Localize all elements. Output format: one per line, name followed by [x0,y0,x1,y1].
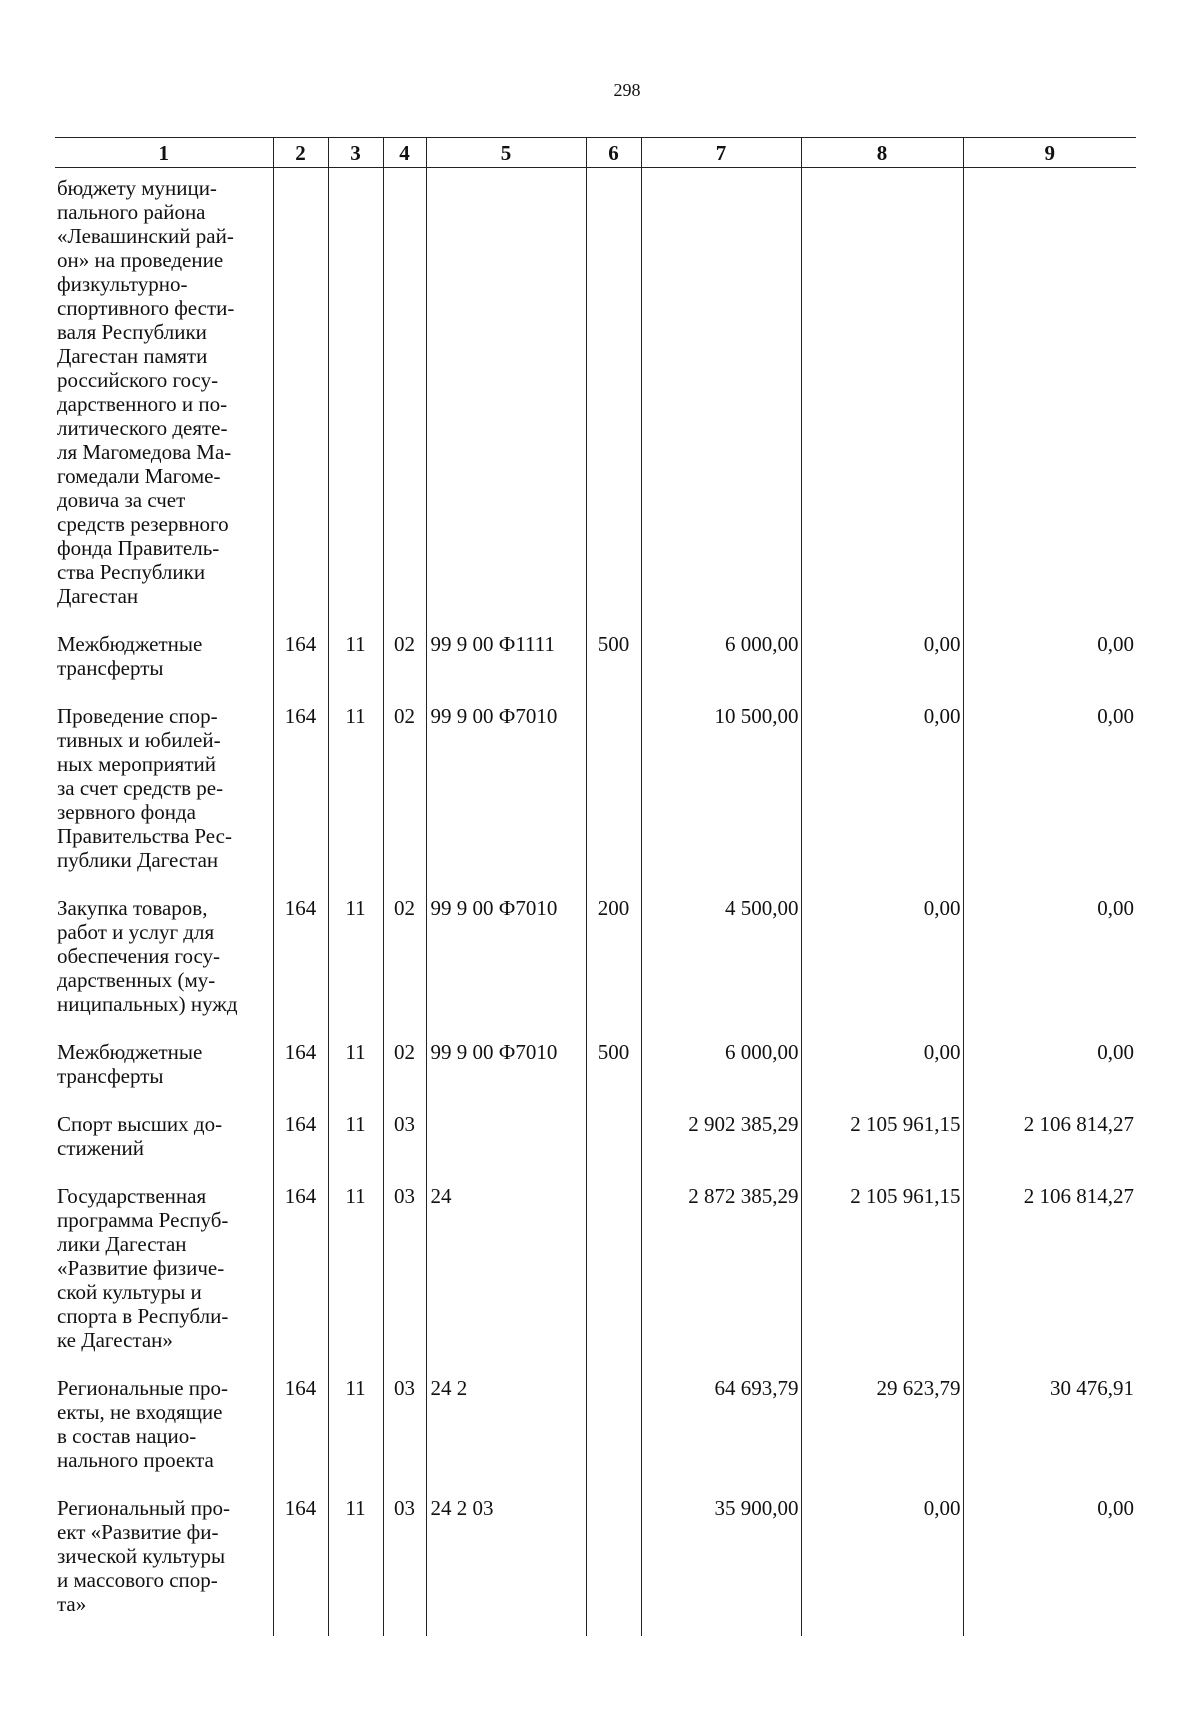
row-name: Региональный про- ект «Развитие фи- зической культуры и массового спор- та» [57,1496,230,1616]
cell-amount-1: 64 693,79 [641,1364,801,1484]
table-row [55,1028,1136,1100]
cell-amount-1 [641,168,801,621]
cell-amount-3: 0,00 [963,692,1136,884]
cell-csr: 99 9 00 Ф7010 [426,692,586,884]
header-cell: 9 [963,138,1136,168]
cell-amount-2: 2 105 961,15 [801,1100,963,1172]
cell-vr: 200 [586,884,641,1028]
cell-csr [426,168,586,621]
cell-pr: 03 [383,1172,426,1364]
cell-amount-3 [963,168,1136,621]
cell-amount-2: 0,00 [801,884,963,1028]
cell-pr: 02 [383,884,426,1028]
tail-cell [963,1628,1136,1636]
table-row [55,1172,1136,1364]
row-name: Региональные про- екты, не входящие в состав нацио- нального проекта [57,1376,229,1472]
cell-rz: 11 [328,1028,383,1100]
cell-vr [586,692,641,884]
cell-vr [586,168,641,621]
cell-csr: 99 9 00 Ф7010 [426,884,586,1028]
tail-cell [383,1628,426,1636]
budget-table [55,137,1136,1636]
row-name: Межбюджетные трансферты [57,632,203,680]
header-row [55,138,1136,168]
table-row [55,1100,1136,1172]
cell-rz [328,168,383,621]
cell-gr: 164 [273,884,328,1028]
cell-amount-2 [801,168,963,621]
cell-amount-1: 4 500,00 [641,884,801,1028]
cell-pr: 02 [383,620,426,692]
cell-pr: 03 [383,1484,426,1628]
cell-vr: 500 [586,1028,641,1100]
cell-amount-1: 6 000,00 [641,620,801,692]
tail-cell [426,1628,586,1636]
row-name: Государственная программа Респуб- лики Дагестан «Развитие физиче- ской культуры и спорта в Республи- ке Дагестан» [57,1184,229,1352]
tail-cell [55,1628,273,1636]
header-cell: 3 [328,138,383,168]
header-cell: 4 [383,138,426,168]
cell-pr: 03 [383,1364,426,1484]
cell-csr: 24 [426,1172,586,1364]
cell-gr: 164 [273,1100,328,1172]
table-row [55,692,1136,884]
tail-cell [586,1628,641,1636]
cell-csr: 99 9 00 Ф7010 [426,1028,586,1100]
cell-amount-2: 0,00 [801,620,963,692]
cell-amount-2: 0,00 [801,1028,963,1100]
header-cell: 6 [586,138,641,168]
cell-rz: 11 [328,1484,383,1628]
cell-vr [586,1364,641,1484]
table-row [55,1484,1136,1628]
tail-cell [641,1628,801,1636]
header-cell: 7 [641,138,801,168]
cell-amount-1: 2 872 385,29 [641,1172,801,1364]
cell-gr: 164 [273,692,328,884]
cell-rz: 11 [328,620,383,692]
cell-vr [586,1100,641,1172]
cell-amount-3: 0,00 [963,884,1136,1028]
table-tail [55,1628,1136,1636]
table-row [55,884,1136,1028]
cell-gr [273,168,328,621]
cell-amount-2: 0,00 [801,692,963,884]
header-cell: 8 [801,138,963,168]
cell-vr: 500 [586,620,641,692]
header-cell: 5 [426,138,586,168]
tail-cell [801,1628,963,1636]
header-cell: 2 [273,138,328,168]
cell-amount-2: 29 623,79 [801,1364,963,1484]
cell-amount-2: 2 105 961,15 [801,1172,963,1364]
cell-pr: 02 [383,1028,426,1100]
cell-rz: 11 [328,1172,383,1364]
cell-pr: 02 [383,692,426,884]
cell-amount-3: 30 476,91 [963,1364,1136,1484]
cell-csr: 99 9 00 Ф1111 [426,620,586,692]
row-name: Спорт высших до- стижений [57,1112,223,1160]
cell-rz: 11 [328,692,383,884]
cell-pr [383,168,426,621]
table-row [55,168,1136,621]
cell-rz: 11 [328,884,383,1028]
cell-rz: 11 [328,1100,383,1172]
cell-gr: 164 [273,1364,328,1484]
cell-amount-3: 0,00 [963,1484,1136,1628]
cell-amount-1: 10 500,00 [641,692,801,884]
cell-amount-3: 2 106 814,27 [963,1172,1136,1364]
cell-pr: 03 [383,1100,426,1172]
cell-gr: 164 [273,620,328,692]
table-row [55,620,1136,692]
cell-amount-1: 2 902 385,29 [641,1100,801,1172]
cell-csr [426,1100,586,1172]
cell-gr: 164 [273,1028,328,1100]
header-cell: 1 [55,138,273,168]
cell-amount-1: 35 900,00 [641,1484,801,1628]
tail-cell [273,1628,328,1636]
cell-amount-3: 0,00 [963,620,1136,692]
cell-amount-3: 0,00 [963,1028,1136,1100]
cell-rz: 11 [328,1364,383,1484]
cell-gr: 164 [273,1484,328,1628]
row-name: Межбюджетные трансферты [57,1040,203,1088]
row-name: Закупка товаров, работ и услуг для обеспечения госу- дарственных (му- ниципальных) нужд [57,896,238,1016]
row-name: бюджету муници- пального района «Левашинский рай- он» на проведение физкультурно- спортивного фести- валя Республики Дагестан памяти российского госу- дарственного и по- литического деяте- ля Магомедова Ма- гомедали Магоме- довича за счет средств резервного фонда Правитель- ства Республики Дагестан [57,176,235,608]
cell-vr [586,1172,641,1364]
cell-csr: 24 2 [426,1364,586,1484]
tail-cell [328,1628,383,1636]
row-name: Проведение спор- тивных и юбилей- ных мероприятий за счет средств ре- зервного фонда Правительства Рес- публики Дагестан [57,704,232,872]
cell-amount-3: 2 106 814,27 [963,1100,1136,1172]
cell-vr [586,1484,641,1628]
table-body [55,168,1136,1637]
cell-amount-1: 6 000,00 [641,1028,801,1100]
table-row [55,1364,1136,1484]
cell-csr: 24 2 03 [426,1484,586,1628]
cell-gr: 164 [273,1172,328,1364]
cell-amount-2: 0,00 [801,1484,963,1628]
page-number: 298 [613,80,641,100]
